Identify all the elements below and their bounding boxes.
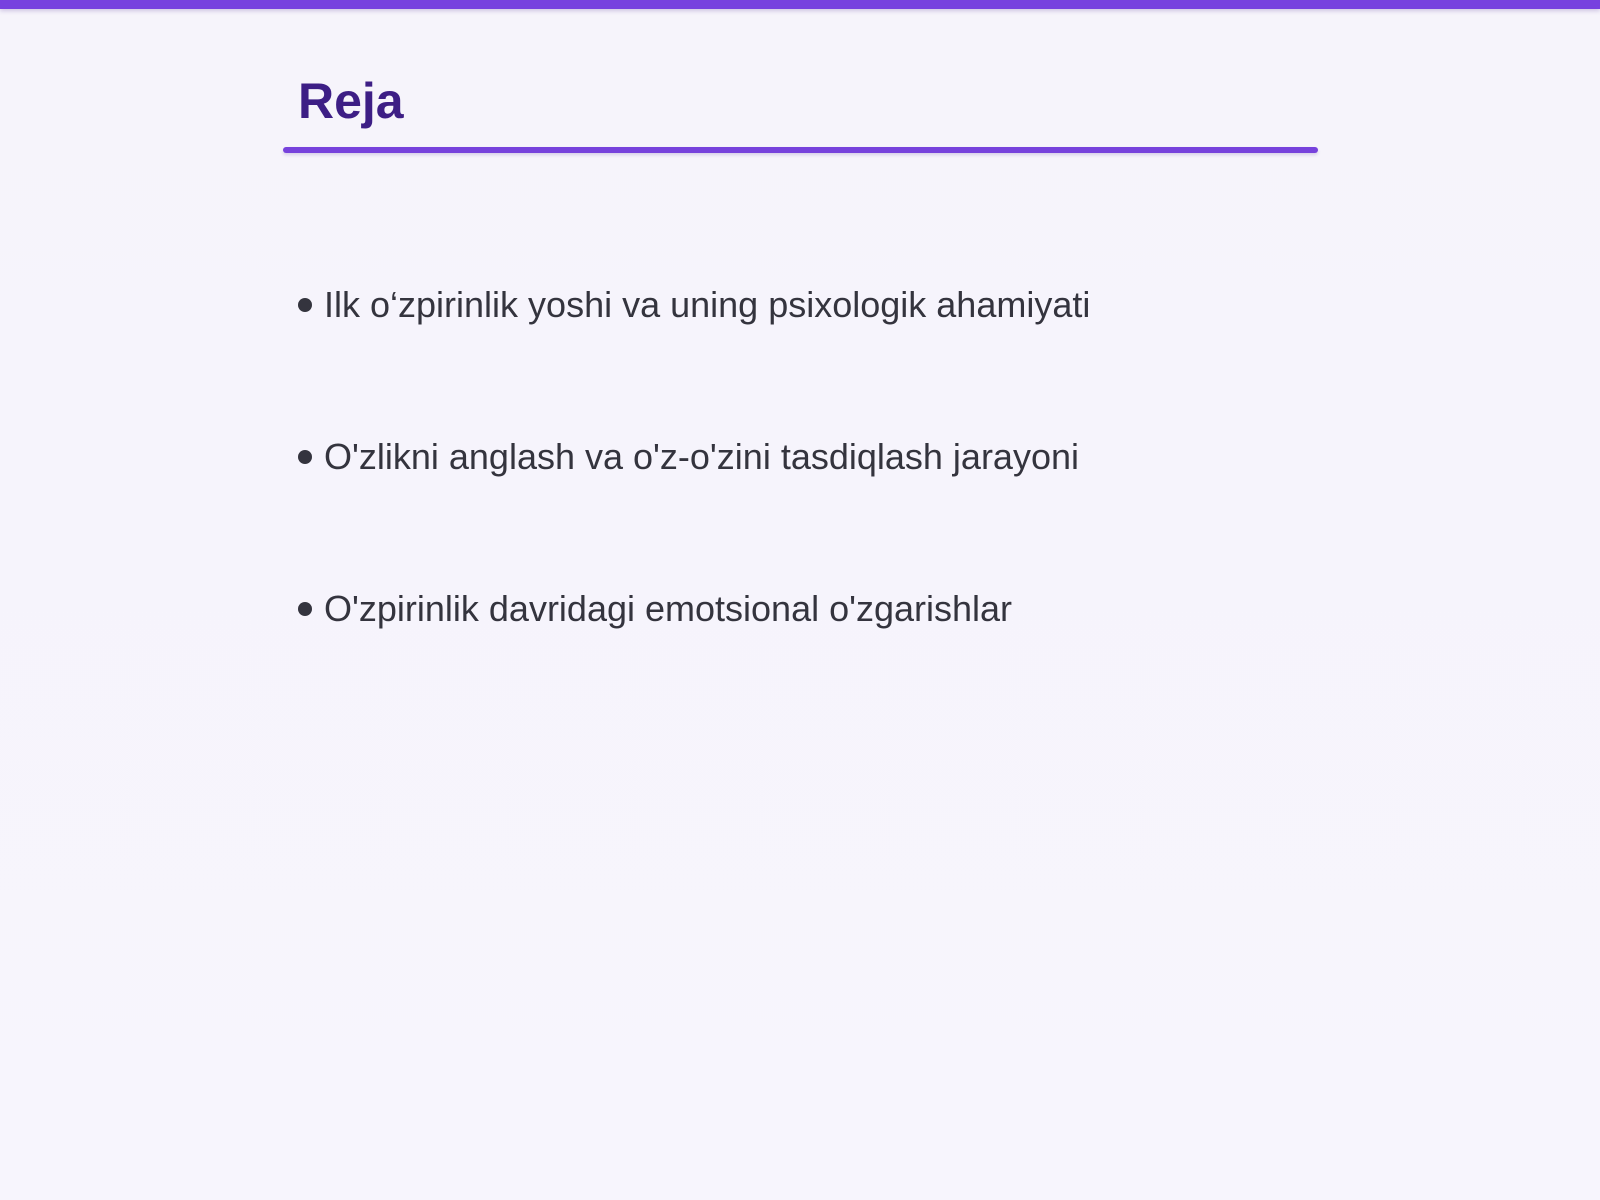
bullet-icon <box>298 450 312 464</box>
list-item <box>298 432 1079 482</box>
list-item-text: Ilk o‘zpirinlik yoshi va uning psixologik ahamiyati <box>324 284 1091 325</box>
bullet-icon <box>298 602 312 616</box>
title-underline <box>283 147 1318 153</box>
slide-title: Reja <box>298 73 404 129</box>
top-accent-bar <box>0 0 1600 9</box>
list-item <box>298 280 1090 330</box>
bullet-icon <box>298 298 312 312</box>
list-item <box>298 584 1012 634</box>
list-item-text: O'zpirinlik davridagi emotsional o'zgarishlar <box>324 588 1013 629</box>
list-item-text: O'zlikni anglash va o'z-o'zini tasdiqlash jarayoni <box>324 436 1079 477</box>
